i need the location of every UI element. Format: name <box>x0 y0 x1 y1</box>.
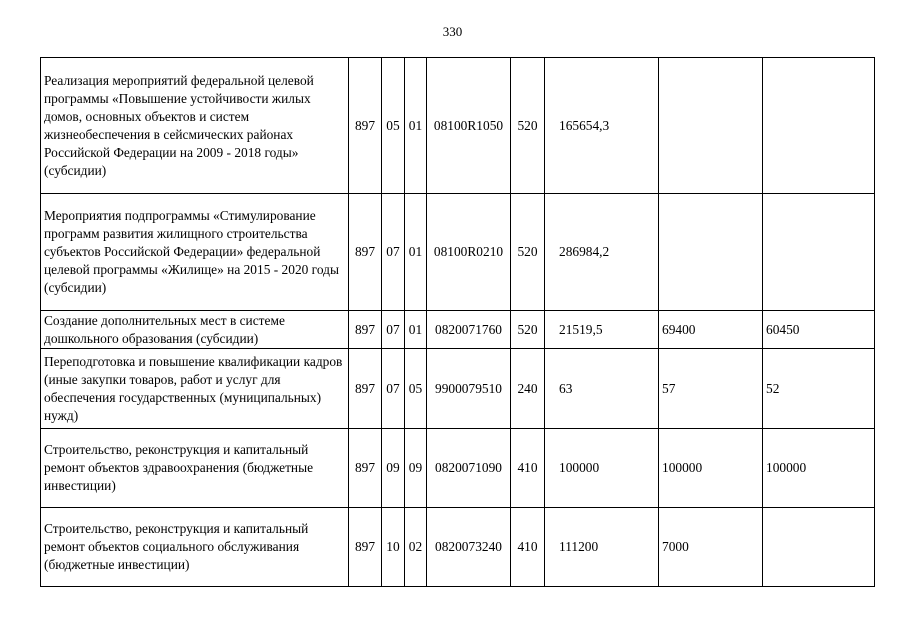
amount-year-1: 100000 <box>545 429 659 508</box>
table-row <box>41 349 875 429</box>
row-description: Создание дополнительных мест в системе дошкольного образования (субсидии) <box>41 311 349 349</box>
expense-type-code: 240 <box>511 349 545 429</box>
row-description: Переподготовка и повышение квалификации кадров (иные закупки товаров, работ и услуг для обеспечения государственных (муниципальных) нужд) <box>41 349 349 429</box>
amount-year-1: 21519,5 <box>545 311 659 349</box>
amount-year-3 <box>763 508 875 587</box>
section-code: 07 <box>382 194 405 311</box>
page-number: 330 <box>442 24 463 39</box>
section-code: 05 <box>382 58 405 194</box>
subsection-code: 01 <box>405 194 427 311</box>
target-article-code: 0820071760 <box>427 311 511 349</box>
amount-year-1: 165654,3 <box>545 58 659 194</box>
amount-year-3: 100000 <box>763 429 875 508</box>
amount-year-2 <box>659 194 763 311</box>
target-article-code: 08100R1050 <box>427 58 511 194</box>
table-row <box>41 194 875 311</box>
ministry-code: 897 <box>349 311 382 349</box>
ministry-code: 897 <box>349 349 382 429</box>
target-article-code: 08100R0210 <box>427 194 511 311</box>
subsection-code: 01 <box>405 311 427 349</box>
table-row <box>41 311 875 349</box>
amount-year-2 <box>659 58 763 194</box>
row-description: Строительство, реконструкция и капитальный ремонт объектов социального обслуживания (бюджетные инвестиции) <box>41 508 349 587</box>
section-code: 07 <box>382 311 405 349</box>
expense-type-code: 520 <box>511 194 545 311</box>
row-description: Строительство, реконструкция и капитальный ремонт объектов здравоохранения (бюджетные инвестиции) <box>41 429 349 508</box>
subsection-code: 09 <box>405 429 427 508</box>
table-row <box>41 508 875 587</box>
subsection-code: 02 <box>405 508 427 587</box>
table-row <box>41 429 875 508</box>
expense-type-code: 520 <box>511 311 545 349</box>
target-article-code: 9900079510 <box>427 349 511 429</box>
ministry-code: 897 <box>349 58 382 194</box>
target-article-code: 0820073240 <box>427 508 511 587</box>
amount-year-1: 286984,2 <box>545 194 659 311</box>
amount-year-3: 60450 <box>763 311 875 349</box>
amount-year-2: 69400 <box>659 311 763 349</box>
subsection-code: 01 <box>405 58 427 194</box>
budget-table <box>40 57 875 587</box>
amount-year-3 <box>763 194 875 311</box>
expense-type-code: 410 <box>511 508 545 587</box>
section-code: 09 <box>382 429 405 508</box>
expense-type-code: 410 <box>511 429 545 508</box>
row-description: Мероприятия подпрограммы «Стимулирование программ развития жилищного строительства субъектов Российской Федерации» федеральной целевой программы «Жилище» на 2015 - 2020 годы (субсидии) <box>41 194 349 311</box>
table-row <box>41 58 875 194</box>
amount-year-3: 52 <box>763 349 875 429</box>
subsection-code: 05 <box>405 349 427 429</box>
amount-year-2: 7000 <box>659 508 763 587</box>
ministry-code: 897 <box>349 429 382 508</box>
section-code: 10 <box>382 508 405 587</box>
target-article-code: 0820071090 <box>427 429 511 508</box>
amount-year-1: 63 <box>545 349 659 429</box>
amount-year-2: 100000 <box>659 429 763 508</box>
amount-year-1: 111200 <box>545 508 659 587</box>
ministry-code: 897 <box>349 508 382 587</box>
section-code: 07 <box>382 349 405 429</box>
expense-type-code: 520 <box>511 58 545 194</box>
amount-year-3 <box>763 58 875 194</box>
ministry-code: 897 <box>349 194 382 311</box>
amount-year-2: 57 <box>659 349 763 429</box>
row-description: Реализация мероприятий федеральной целевой программы «Повышение устойчивости жилых домов, основных объектов и систем жизнеобеспечения в сейсмических районах Российской Федерации на 2009 - 2018 годы» (субсидии) <box>41 58 349 194</box>
